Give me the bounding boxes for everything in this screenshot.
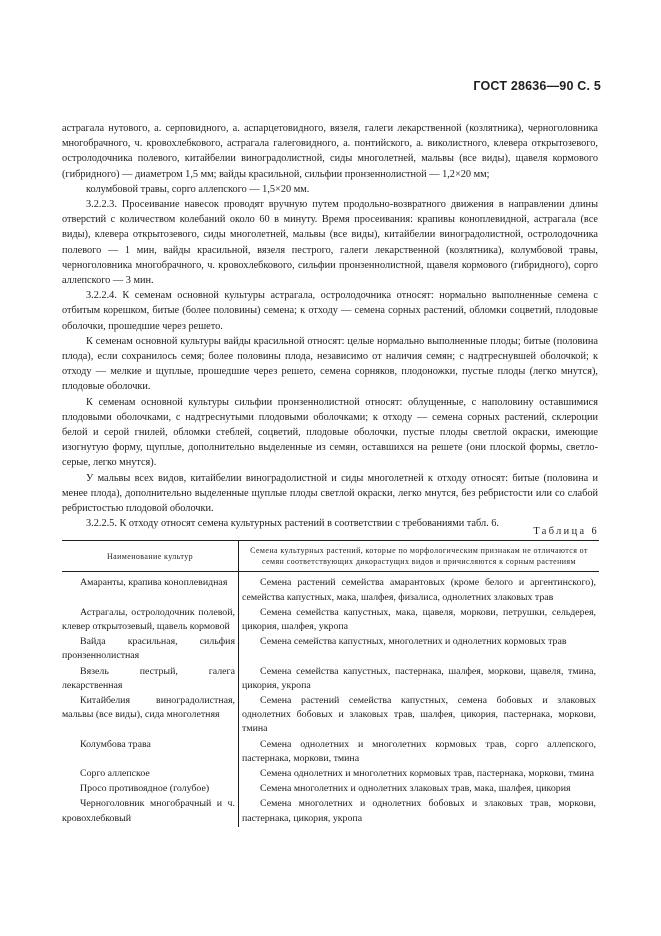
table-row [62, 694, 599, 738]
crop-cell [62, 665, 239, 694]
paragraph: К семенам основной культуры вайды красильной относят: целые нормально выполненные плоды; битые (половина плода), если сохранилось семя; более половины плода, независимо от наличия семян; с надтреснувшей оболочкой; к отходу — мелкие и щуплые, прошедшие через решето, семена сорняков, плодоножки, пустые плоды (легко мнутся), плодовые оболочки. [62, 335, 598, 393]
crop-name: Вязель пестрый, галега лекарственная [62, 665, 235, 691]
paragraph: колумбовой травы, сорго аллепского — 1,5×20 мм. [86, 183, 310, 195]
seeds-cell [239, 606, 600, 635]
paragraph: К семенам основной культуры сильфии пронзеннолистной относят: облущенные, с наполовину оставшимися плодовыми оболочками, с надтреснутыми плодовыми оболочками; к отходу — семена сорных растений, склероции белой и серой гнилей, обломки стеблей, соцветий, плодовые оболочки, пустые плоды светлой окраски, имеющие изогнутую форму, щуплые, дополнительно выделенные из семян, оставшихся на решете (они плоской формы, светло-серые, легко мнутся). [62, 396, 598, 469]
table-header-row [62, 541, 599, 572]
paragraph: 3.2.2.4. К семенам основной культуры астрагала, остролодочника относят: нормально выполненные семена с отбитым корешком, битые (более половины) семена; к отходу — семена сорных растений, обломки соцветий, плодовые оболочки, прошедшие через решето. [62, 290, 598, 332]
page-header: ГОСТ 28636—90 С. 5 [473, 79, 601, 93]
table-row [62, 665, 599, 694]
crop-name: Вайда красильная, сильфия пронзеннолистная [62, 636, 235, 662]
seeds-cell [239, 665, 600, 694]
seeds-text: Семена растений семейства амарантовых (кроме белого и аргентинского), семейства капустных, мака, шалфея, физалиса, однолетних злаковых трав [242, 577, 596, 603]
seeds-text: Семена семейства капустных, многолетних и однолетних кормовых трав [260, 636, 567, 648]
seeds-text: Семена многолетних и однолетних злаковых трав, мака, шалфея, цикория [260, 783, 571, 795]
seeds-cell [239, 694, 600, 738]
paragraph: астрагала нутового, а. серповидного, а. аспарцетовидного, вязеля, галеги лекарственной (козлятника), черноголовника многобрачного, ч. кровохлебкового, астрагала галеговидного, а. понтийского, а. виколистного, клевера открытозевого, остролодочника полевого, китайбелии виноградолистной, сиды многолетней, мальвы (все виды), щавеля кормового (гибридного) — диаметром 1,5 мм; вайды красильной, сильфии пронзеннолистной — 1,2×20 мм; [62, 123, 598, 180]
seeds-cell [239, 572, 600, 606]
seeds-cell [239, 738, 600, 767]
body-text [62, 121, 598, 531]
table-row [62, 767, 599, 782]
crop-name: Сорго аллепское [80, 768, 150, 780]
crop-cell [62, 606, 239, 635]
crop-name: Астрагалы, остролодочник полевой, клевер открытозевый, щавель кормовой [62, 606, 235, 633]
crop-name: Черноголовник многобрачный и ч. кровохлебковый [62, 798, 235, 824]
paragraph: У мальвы всех видов, китайбелии виноградолистной и сиды многолетней к отходу относят: битые (половина и менее плода), дополнительно выделенные щуплые плоды светлой окраски, легко мнутся, без ребристости или со слабой ребристостью плодовой оболочки. [62, 472, 598, 515]
crop-name: Просо противоядное (голубое) [80, 783, 210, 795]
paragraph: 3.2.2.3. Просеивание навесок проводят вручную путем продольно-возвратного движения в направлении длины отверстий с количеством колебаний около 60 в минуту. Время просеивания: крапивы коноплевидной, астрагала (все виды), клевера открытозевого, сиды многолетней, мальвы (все виды), китайбелии виноградолистной, остролодочника полевого — 1 мин, вайды красильной, вязеля пестрого, галеги лекарственной (козлятника), колумбовой травы, черноголовника многобрачного, ч. кровохлебкового, сильфии пронзеннолистной, щавеля кормового (гибридного), сорго аллепского — 3 мин. [62, 199, 598, 287]
column-header-seeds: Семена культурных растений, которые по морфологическим признакам не отличаются от семян соответствующих дикорастущих видов и причисляются к сорным растениям [239, 541, 600, 572]
seeds-cell [239, 635, 600, 664]
paragraph: 3.2.2.5. К отходу относят семена культурных растений в соответствии с требованиями табл. 6. [86, 518, 499, 530]
crop-cell [62, 694, 239, 738]
crop-cell [62, 767, 239, 782]
seeds-cell [239, 782, 600, 797]
seeds-text: Семена семейства капустных, мака, щавеля, моркови, петрушки, сельдерея, цикория, шалфея, укропа [242, 606, 596, 633]
crop-cell [62, 797, 239, 826]
crop-cell [62, 738, 239, 767]
crop-name: Амаранты, крапива коноплевидная [80, 577, 228, 589]
table-row [62, 635, 599, 664]
crop-cell [62, 635, 239, 664]
column-header-crops: Наименование культур [62, 541, 239, 572]
seeds-cell [239, 767, 600, 782]
seeds-text: Семена однолетних и многолетних кормовых трав, пастернака, моркови, тмина [260, 768, 595, 780]
crop-table [62, 540, 599, 827]
table-row [62, 782, 599, 797]
seeds-text: Семена многолетних и однолетних бобовых и злаковых трав, моркови, пастернака, цикория, укропа [242, 798, 596, 824]
crop-cell [62, 782, 239, 797]
crop-cell [62, 572, 239, 606]
table-caption: Таблица 6 [533, 526, 599, 537]
table-row [62, 606, 599, 635]
crop-name: Колумбова трава [80, 738, 151, 750]
table-row [62, 797, 599, 826]
seeds-cell [239, 797, 600, 826]
crop-name: Китайбелия виноградолистная, мальвы (все виды), сида многолетняя [62, 695, 235, 721]
seeds-text: Семена растений семейства капустных, семена бобовых и злаковых однолетних бобовых и злаковых трав, шалфея, цикория, пастернака, моркови, тмина [242, 695, 596, 735]
seeds-text: Семена семейства капустных, пастернака, шалфея, моркови, щавеля, тмина, цикория, укропа [242, 665, 596, 691]
table-row [62, 738, 599, 767]
table-row [62, 572, 599, 606]
seeds-text: Семена однолетних и многолетних кормовых трав, сорго аллепского, пастернака, моркови, тмина [242, 738, 596, 764]
